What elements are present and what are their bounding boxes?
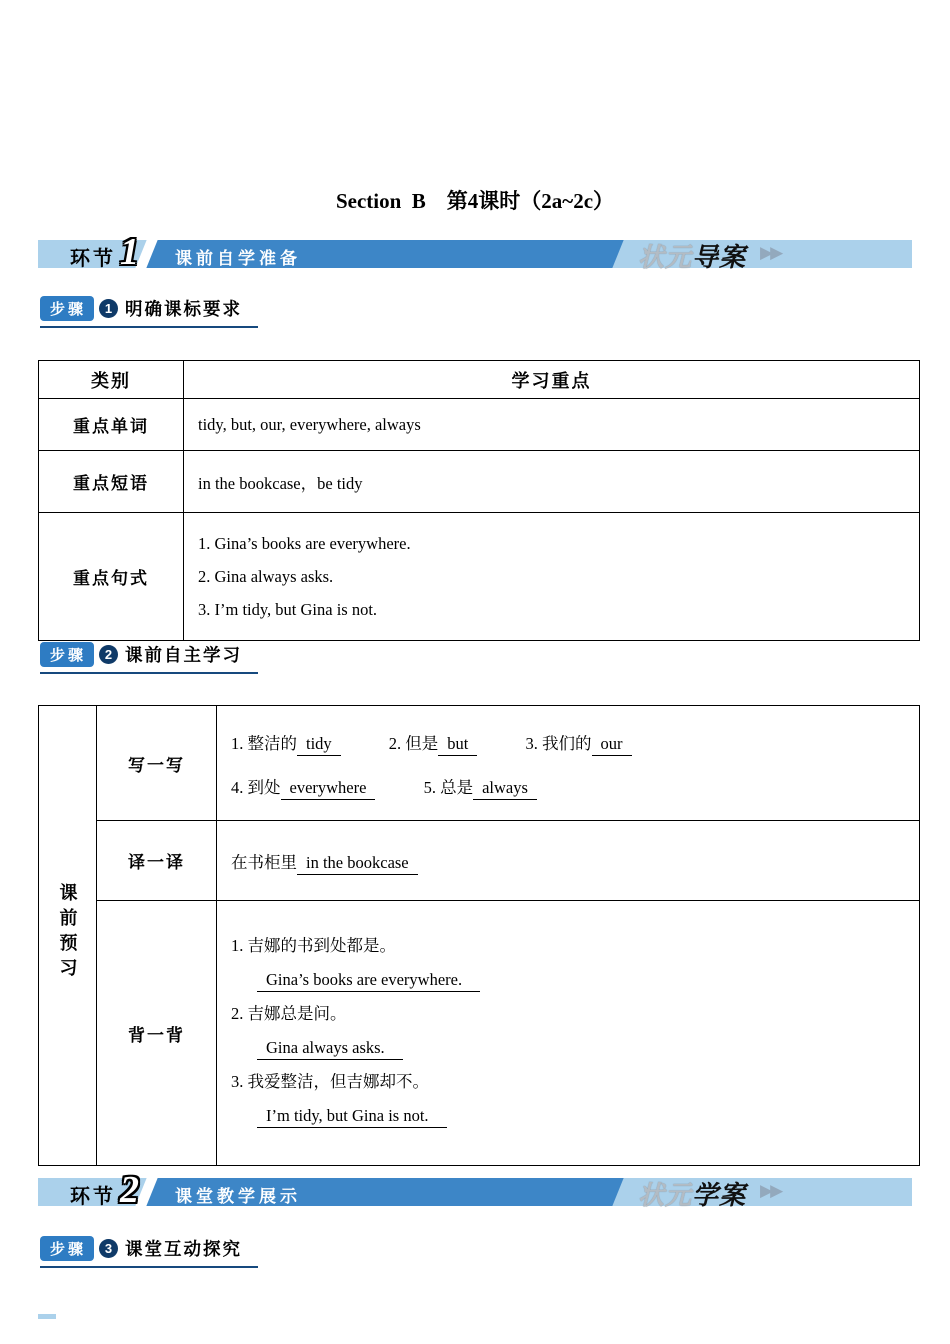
page-title: Section B 第4课时（2a~2c） [335,189,615,213]
phase-title: 课堂教学展示 [175,1187,301,1206]
phase-title: 课前自学准备 [175,249,301,268]
step-title: 课前自主学习 [125,645,243,665]
column-header-focus: 学习重点 [184,361,920,399]
forward-arrows-icon: ▶▶ [760,243,781,262]
preview-table [38,705,920,1166]
translate-row-content [217,821,920,901]
answer-blank: I’m tidy, but Gina is not. [257,1106,447,1128]
preview-side-cell [39,706,97,1166]
recite-en-line [257,1099,905,1133]
table-row [39,901,920,1166]
table-row [39,399,920,451]
key-phrases-label: 重点短语 [39,451,184,513]
phase-prefix-label: 环节 [70,1186,116,1208]
focus-table [38,360,920,641]
phase-number: 1 [120,231,139,273]
answer-blank: our [592,734,632,756]
recite-en-line [257,963,905,997]
key-sentences-label: 重点句式 [39,513,184,641]
step-number-badge: 2 [99,645,118,664]
table-row [39,513,920,641]
write-item [231,774,375,798]
recite-cn-line: 2. 吉娜总是问。 [231,1004,347,1023]
write-row-content [217,706,920,821]
write-item [526,730,632,754]
answer-blank: everywhere [281,778,376,800]
page-bottom-partial-mark [38,1314,56,1319]
key-words-content: tidy, but, our, everywhere, always [184,399,920,451]
step-header-1 [40,296,258,328]
step-header-2 [40,642,258,674]
recite-en-line [257,1031,905,1065]
sentence-line: 3. I’m tidy, but Gina is not. [198,600,378,619]
sentence-line: 1. Gina’s books are everywhere. [198,534,411,553]
phase-banner-1 [38,231,912,273]
step-badge: 步骤 [40,296,94,321]
write-row-label: 写一写 [97,706,217,821]
brand-name-dark: 导案 [692,242,747,272]
answer-blank: in the bookcase [297,853,418,875]
phase-prefix-label: 环节 [70,248,116,270]
forward-arrows-icon: ▶▶ [760,1181,781,1200]
answer-blank: Gina’s books are everywhere. [257,970,480,992]
preview-side-label: 课前预习 [57,883,78,983]
write-item [424,774,537,798]
step-badge: 步骤 [40,642,94,667]
table-row [39,706,920,821]
phase-number: 2 [120,1169,139,1211]
step-title: 课堂互动探究 [125,1239,243,1259]
recite-row-content [217,901,920,1166]
step-number-badge: 1 [99,299,118,318]
recite-cn-line: 3. 我爱整洁，但吉娜却不。 [231,1072,429,1091]
brand-name-light: 状元 [638,1180,693,1210]
sentence-line: 2. Gina always asks. [198,567,334,586]
step-number-badge: 3 [99,1239,118,1258]
write-line [231,754,905,798]
recite-cn-line: 1. 吉娜的书到处都是。 [231,936,396,955]
table-row [39,451,920,513]
answer-blank: always [473,778,537,800]
write-question: 4. 到处 [231,778,281,797]
table-row [39,821,920,901]
write-question: 5. 总是 [423,778,474,797]
write-question: 2. 但是 [388,734,439,753]
key-words-label: 重点单词 [39,399,184,451]
brand-logo [638,1175,746,1212]
answer-blank: tidy [297,734,341,756]
brand-name-light: 状元 [638,242,693,272]
step-badge: 步骤 [40,1236,94,1261]
write-item [231,730,341,754]
brand-logo [638,237,746,274]
write-line [231,716,905,754]
key-phrases-content: in the bookcase，be tidy [184,451,920,513]
write-question: 1. 整洁的 [231,734,297,753]
answer-blank: but [438,734,477,756]
brand-name-dark: 学案 [692,1180,747,1210]
recite-row-label: 背一背 [97,901,217,1166]
column-header-category: 类别 [39,361,184,399]
translate-question: 在书柜里 [231,852,297,872]
step-title: 明确课标要求 [125,299,243,319]
phase-banner-2 [38,1169,912,1211]
key-sentences-content [184,513,920,641]
answer-blank: Gina always asks. [257,1038,403,1060]
write-item [389,730,478,754]
translate-row-label: 译一译 [97,821,217,901]
step-header-3 [40,1236,258,1268]
write-question: 3. 我们的 [525,734,592,753]
